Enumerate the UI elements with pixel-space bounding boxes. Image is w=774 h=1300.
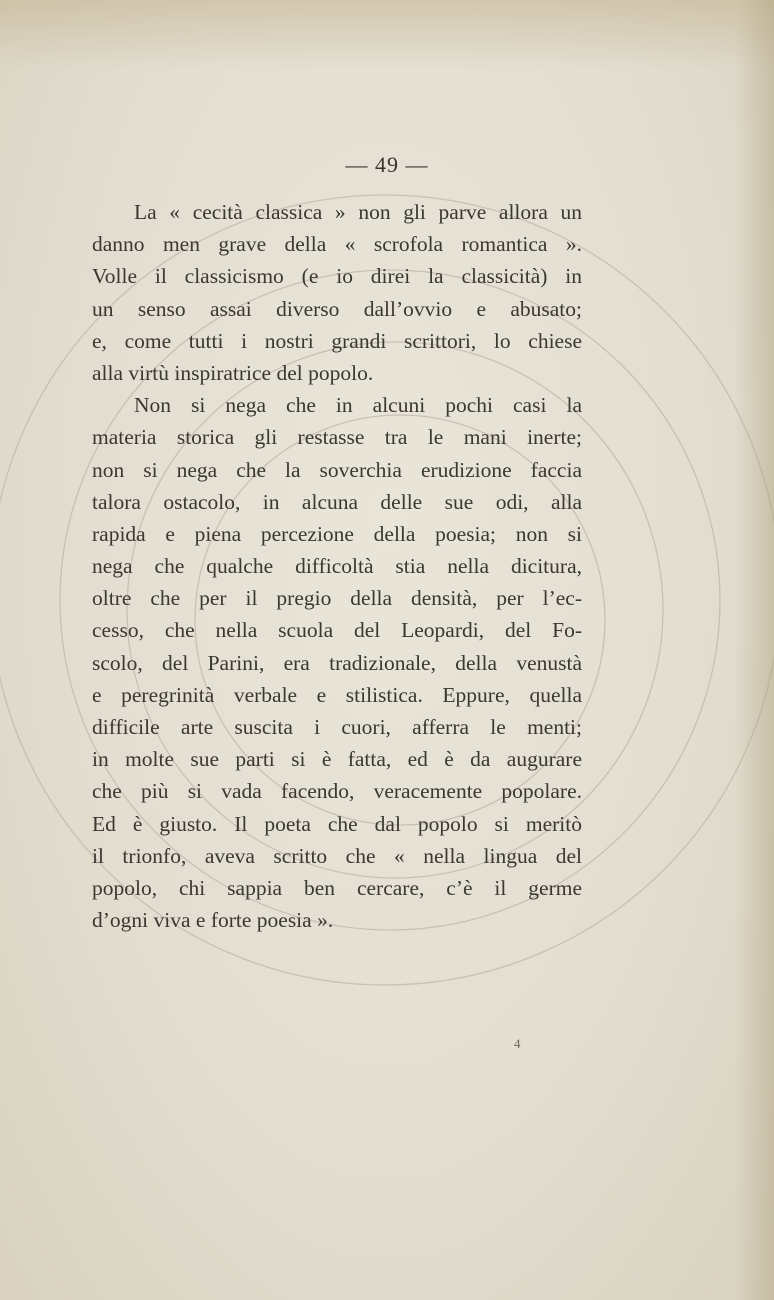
body-text bbox=[92, 196, 582, 936]
text-line: un senso assai diverso dall’ovvio e abusato; bbox=[92, 296, 582, 321]
text-line: nega che qualche difficoltà stia nella dicitura, bbox=[92, 554, 582, 579]
paragraph-1 bbox=[92, 196, 582, 389]
text-line: non si nega che la soverchia erudizione faccia bbox=[92, 457, 582, 482]
text-line: cesso, che nella scuola del Leopardi, del Fo- bbox=[92, 618, 582, 643]
text-line: scolo, del Parini, era tradizionale, della venustà bbox=[92, 650, 582, 675]
text-line: danno men grave della « scrofola romantica ». bbox=[92, 232, 582, 257]
text-line: La « cecità classica » non gli parve allora un bbox=[134, 200, 582, 224]
text-line: d’ogni viva e forte poesia ». bbox=[92, 908, 334, 933]
text-line: oltre che per il pregio della densità, per l’ec- bbox=[92, 586, 582, 611]
page-number: — 49 — bbox=[345, 152, 429, 177]
text-line: rapida e piena percezione della poesia; non si bbox=[92, 521, 582, 546]
text-line: materia storica gli restasse tra le mani inerte; bbox=[92, 425, 582, 450]
signature-mark: 4 bbox=[514, 1036, 521, 1051]
text-line: il trionfo, aveva scritto che « nella lingua del bbox=[92, 843, 582, 868]
text-line: Ed è giusto. Il poeta che dal popolo si meritò bbox=[92, 811, 582, 836]
text-line: e peregrinità verbale e stilistica. Eppure, quella bbox=[92, 682, 582, 707]
text-line: Volle il classicismo (e io direi la classicità) in bbox=[92, 264, 582, 289]
paragraph-2 bbox=[92, 389, 582, 936]
text-line: e, come tutti i nostri grandi scrittori, lo chiese bbox=[92, 328, 582, 353]
text-line: talora ostacolo, in alcuna delle sue odi, alla bbox=[92, 489, 582, 514]
text-line: Non si nega che in alcuni pochi casi la bbox=[134, 393, 582, 418]
text-line: alla virtù inspiratrice del popolo. bbox=[92, 360, 374, 385]
text-line: difficile arte suscita i cuori, afferra le menti; bbox=[92, 715, 582, 739]
text-line: popolo, chi sappia ben cercare, c’è il germe bbox=[92, 875, 582, 900]
text-line: che più si vada facendo, veracemente popolare. bbox=[92, 779, 582, 804]
text-line: in molte sue parti si è fatta, ed è da augurare bbox=[92, 747, 582, 772]
